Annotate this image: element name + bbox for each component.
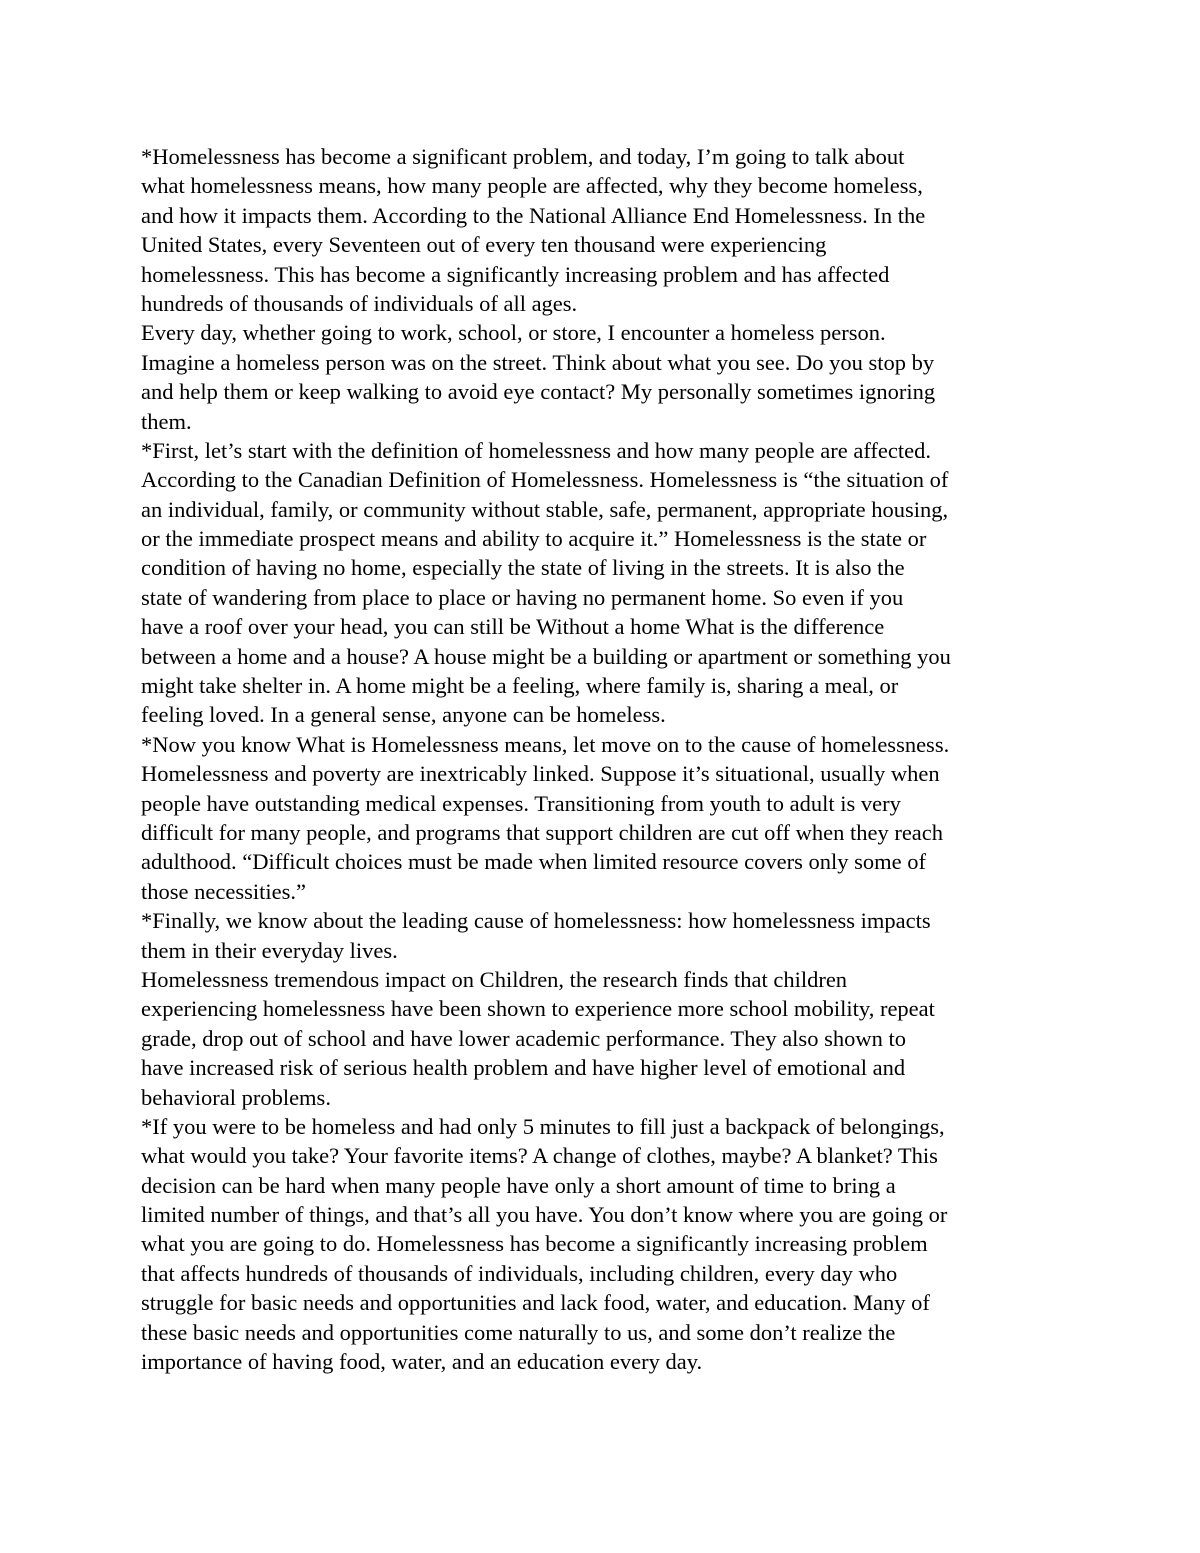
- text-line: those necessities.”: [141, 878, 306, 904]
- text-line: Imagine a homeless person was on the street. Think about what you see. Do you stop by: [141, 349, 935, 375]
- text-line: *Now you know What is Homelessness means, let move on to the cause of homelessness.: [141, 731, 950, 757]
- text-line: importance of having food, water, and an education every day.: [141, 1349, 703, 1375]
- text-line: *If you were to be homeless and had only 5 minutes to fill just a backpack of belongings,: [141, 1113, 945, 1139]
- text-line: *Finally, we know about the leading cause of homelessness: how homelessness impacts: [141, 908, 931, 934]
- text-line: these basic needs and opportunities come naturally to us, and some don’t realize the: [141, 1319, 896, 1345]
- text-line: between a home and a house? A house might be a building or apartment or something you: [141, 643, 951, 669]
- text-line: *First, let’s start with the definition of homelessness and how many people are affected.: [141, 437, 932, 463]
- text-line: Every day, whether going to work, school, or store, I encounter a homeless person.: [141, 320, 886, 346]
- text-line: decision can be hard when many people have only a short amount of time to bring a: [141, 1172, 896, 1198]
- text-line: an individual, family, or community without stable, safe, permanent, appropriate housing,: [141, 496, 949, 522]
- text-line: them.: [141, 408, 192, 434]
- text-line: feeling loved. In a general sense, anyone can be homeless.: [141, 702, 666, 728]
- text-line: grade, drop out of school and have lower academic performance. They also shown to: [141, 1025, 906, 1051]
- text-line: that affects hundreds of thousands of individuals, including children, every day who: [141, 1260, 898, 1286]
- text-line: might take shelter in. A home might be a feeling, where family is, sharing a meal, or: [141, 673, 899, 699]
- text-line: state of wandering from place to place or having no permanent home. So even if you: [141, 584, 904, 610]
- text-line: difficult for many people, and programs that support children are cut off when they reach: [141, 819, 944, 845]
- text-line: experiencing homelessness have been shown to experience more school mobility, repeat: [141, 996, 935, 1022]
- text-line: behavioral problems.: [141, 1084, 331, 1110]
- document-body: [141, 142, 1071, 1376]
- text-line: and help them or keep walking to avoid eye contact? My personally sometimes ignoring: [141, 379, 936, 405]
- text-line: United States, every Seventeen out of every ten thousand were experiencing: [141, 232, 827, 258]
- text-line: hundreds of thousands of individuals of all ages.: [141, 290, 578, 316]
- text-line: adulthood. “Difficult choices must be made when limited resource covers only some of: [141, 849, 926, 875]
- text-line: or the immediate prospect means and ability to acquire it.” Homelessness is the state or: [141, 526, 927, 552]
- text-line: limited number of things, and that’s all you have. You don’t know where you are going or: [141, 1202, 948, 1228]
- text-line: homelessness. This has become a significantly increasing problem and has affected: [141, 261, 890, 287]
- text-line: what would you take? Your favorite items? A change of clothes, maybe? A blanket? This: [141, 1143, 938, 1169]
- text-line: what you are going to do. Homelessness has become a significantly increasing problem: [141, 1231, 928, 1257]
- text-line: people have outstanding medical expenses. Transitioning from youth to adult is very: [141, 790, 901, 816]
- text-line: struggle for basic needs and opportunities and lack food, water, and education. Many of: [141, 1290, 930, 1316]
- text-line: and how it impacts them. According to the National Alliance End Homelessness. In the: [141, 202, 926, 228]
- text-line: them in their everyday lives.: [141, 937, 398, 963]
- text-line: Homelessness tremendous impact on Children, the research finds that children: [141, 966, 848, 992]
- text-line: condition of having no home, especially the state of living in the streets. It is also the: [141, 555, 905, 581]
- text-line: Homelessness and poverty are inextricably linked. Suppose it’s situational, usually when: [141, 761, 940, 787]
- text-line: have increased risk of serious health problem and have higher level of emotional and: [141, 1055, 906, 1081]
- text-line: what homelessness means, how many people are affected, why they become homeless,: [141, 173, 923, 199]
- text-line: have a roof over your head, you can still be Without a home What is the difference: [141, 614, 885, 640]
- text-line: According to the Canadian Definition of Homelessness. Homelessness is “the situation of: [141, 467, 949, 493]
- text-line: *Homelessness has become a significant problem, and today, I’m going to talk about: [141, 144, 905, 169]
